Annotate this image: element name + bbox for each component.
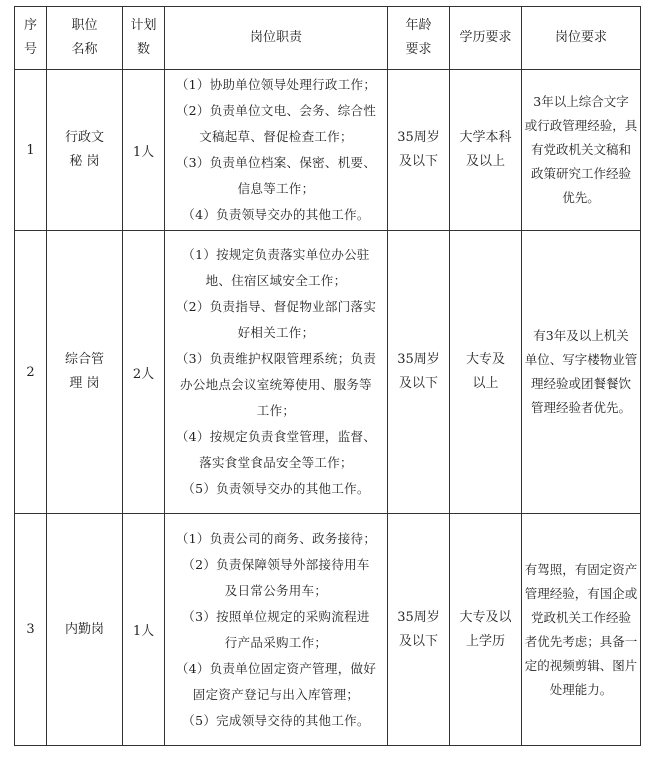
text-line: 职位 <box>71 18 98 33</box>
duty-line: （4）按规定负责食堂管理，监督、 <box>175 429 377 444</box>
header-duties: 岗位职责 <box>165 7 388 70</box>
duty-line: （2）负责保障领导外部接待用车 <box>182 556 370 572</box>
text-line: 大学本科 <box>459 130 512 145</box>
row-req <box>522 70 641 231</box>
header-count <box>123 7 165 70</box>
duty-line: 文稿起草、督促检查工作； <box>199 129 353 144</box>
text-line: 单位、写字楼物业管 <box>524 352 638 367</box>
text-line: 要求 <box>405 42 432 57</box>
duty-line: 固定资产登记与出入库管理； <box>192 686 360 702</box>
text-line: 定的视频剪辑、图片 <box>524 657 638 673</box>
text-line: 有驾照，有固定资产 <box>524 561 638 577</box>
duty-line: （5）负责领导交办的其他工作。 <box>182 481 370 496</box>
row-name <box>47 70 123 231</box>
row-no: 2 <box>15 231 47 514</box>
text-line: 管理经验者优先。 <box>530 400 631 415</box>
text-line: 35周岁 <box>397 352 440 367</box>
text-line: 及以下 <box>398 633 438 649</box>
duty-line: （1）负责公司的商务、政务接待； <box>175 530 377 546</box>
duty-line: （1）协助单位领导处理行政工作； <box>175 77 377 92</box>
header-name <box>47 7 123 70</box>
text-line: 名称 <box>71 42 98 57</box>
duty-line: （3）负责维护权限管理系统；负责 <box>175 351 377 366</box>
text-line: 35周岁 <box>397 130 440 145</box>
text-line: 优先。 <box>562 190 600 205</box>
text-line: 及以下 <box>398 154 438 169</box>
text-line: 35周岁 <box>397 609 440 625</box>
row-edu <box>450 70 522 231</box>
text-line: 有党政机关文稿和 <box>530 142 631 157</box>
duty-line: 工作； <box>256 403 296 418</box>
row-duties <box>165 514 388 746</box>
job-table <box>14 6 641 746</box>
text-line: 大专及 <box>465 352 505 367</box>
text-line: 及以下 <box>398 376 438 391</box>
text-line: 上学历 <box>465 633 505 649</box>
text-line: 计划 <box>130 18 157 33</box>
duty-line: 行产品采购工作； <box>224 634 328 650</box>
text-line: 序 <box>23 18 37 33</box>
text-line: 管理经验，有国企或 <box>524 585 638 601</box>
row-count: 2人 <box>123 231 165 514</box>
duty-line: 办公地点会议室统筹使用、服务等 <box>179 377 372 392</box>
duty-line: （5）完成领导交待的其他工作。 <box>182 712 370 728</box>
row-req <box>522 514 641 746</box>
row-no: 1 <box>15 70 47 231</box>
duty-line: （4）负责单位固定资产管理，做好 <box>175 660 377 676</box>
row-duties <box>165 231 388 514</box>
duty-line: 地、住宿区域安全工作； <box>205 273 347 288</box>
table-row <box>15 231 641 514</box>
text-line: 大专及以 <box>459 609 512 625</box>
row-age <box>388 514 450 746</box>
header-req: 岗位要求 <box>522 7 641 70</box>
duty-line: （3）负责单位档案、保密、机要、 <box>175 155 377 170</box>
duty-line: （3）按照单位规定的采购流程进 <box>182 608 370 624</box>
table-row <box>15 70 641 231</box>
duty-line: 落实食堂食品安全等工作； <box>199 455 353 470</box>
text-line: 以上 <box>472 376 499 391</box>
text-line: 党政机关工作经验 <box>530 609 631 625</box>
text-line: 号 <box>23 42 37 57</box>
header-edu: 学历要求 <box>450 7 522 70</box>
text-line: 处理能力。 <box>549 681 613 697</box>
duty-line: （2）负责指导、督促物业部门落实 <box>175 299 377 314</box>
text-line: 内勤岗 <box>64 621 104 637</box>
text-line: 3年以上综合文字 <box>533 94 629 109</box>
duty-line: 及日常公务用车； <box>224 582 328 598</box>
text-line: 年龄 <box>405 18 432 33</box>
row-no: 3 <box>15 514 47 746</box>
table-row <box>15 514 641 746</box>
duty-line: （1）按规定负责落实单位办公驻 <box>182 247 370 262</box>
duty-line: 好相关工作； <box>237 325 315 340</box>
text-line: 综合管 <box>64 352 104 367</box>
text-line: 者优先考虑；具备一 <box>524 633 638 649</box>
text-line: 或行政管理经验，具 <box>524 118 638 133</box>
row-edu <box>450 231 522 514</box>
row-count: 1人 <box>123 514 165 746</box>
row-edu <box>450 514 522 746</box>
duty-line: 信息等工作； <box>237 181 315 196</box>
row-req <box>522 231 641 514</box>
text-line: 及以上 <box>465 154 505 169</box>
text-line: 行政文 <box>64 130 104 145</box>
text-line: 数 <box>136 42 150 57</box>
header-no <box>15 7 47 70</box>
text-line: 理 岗 <box>69 376 100 391</box>
text-line: 有3年及以上机关 <box>533 328 629 343</box>
text-line: 秘 岗 <box>69 154 100 169</box>
header-age <box>388 7 450 70</box>
text-line: 政策研究工作经验 <box>530 166 631 181</box>
duty-line: （2）负责单位文电、会务、综合性 <box>175 103 377 118</box>
row-age <box>388 70 450 231</box>
row-name <box>47 231 123 514</box>
row-name <box>47 514 123 746</box>
duty-line: （4）负责领导交办的其他工作。 <box>182 207 370 222</box>
row-age <box>388 231 450 514</box>
row-count: 1人 <box>123 70 165 231</box>
text-line: 理经验或团餐餐饮 <box>530 376 631 391</box>
header-row <box>15 7 641 70</box>
row-duties <box>165 70 388 231</box>
